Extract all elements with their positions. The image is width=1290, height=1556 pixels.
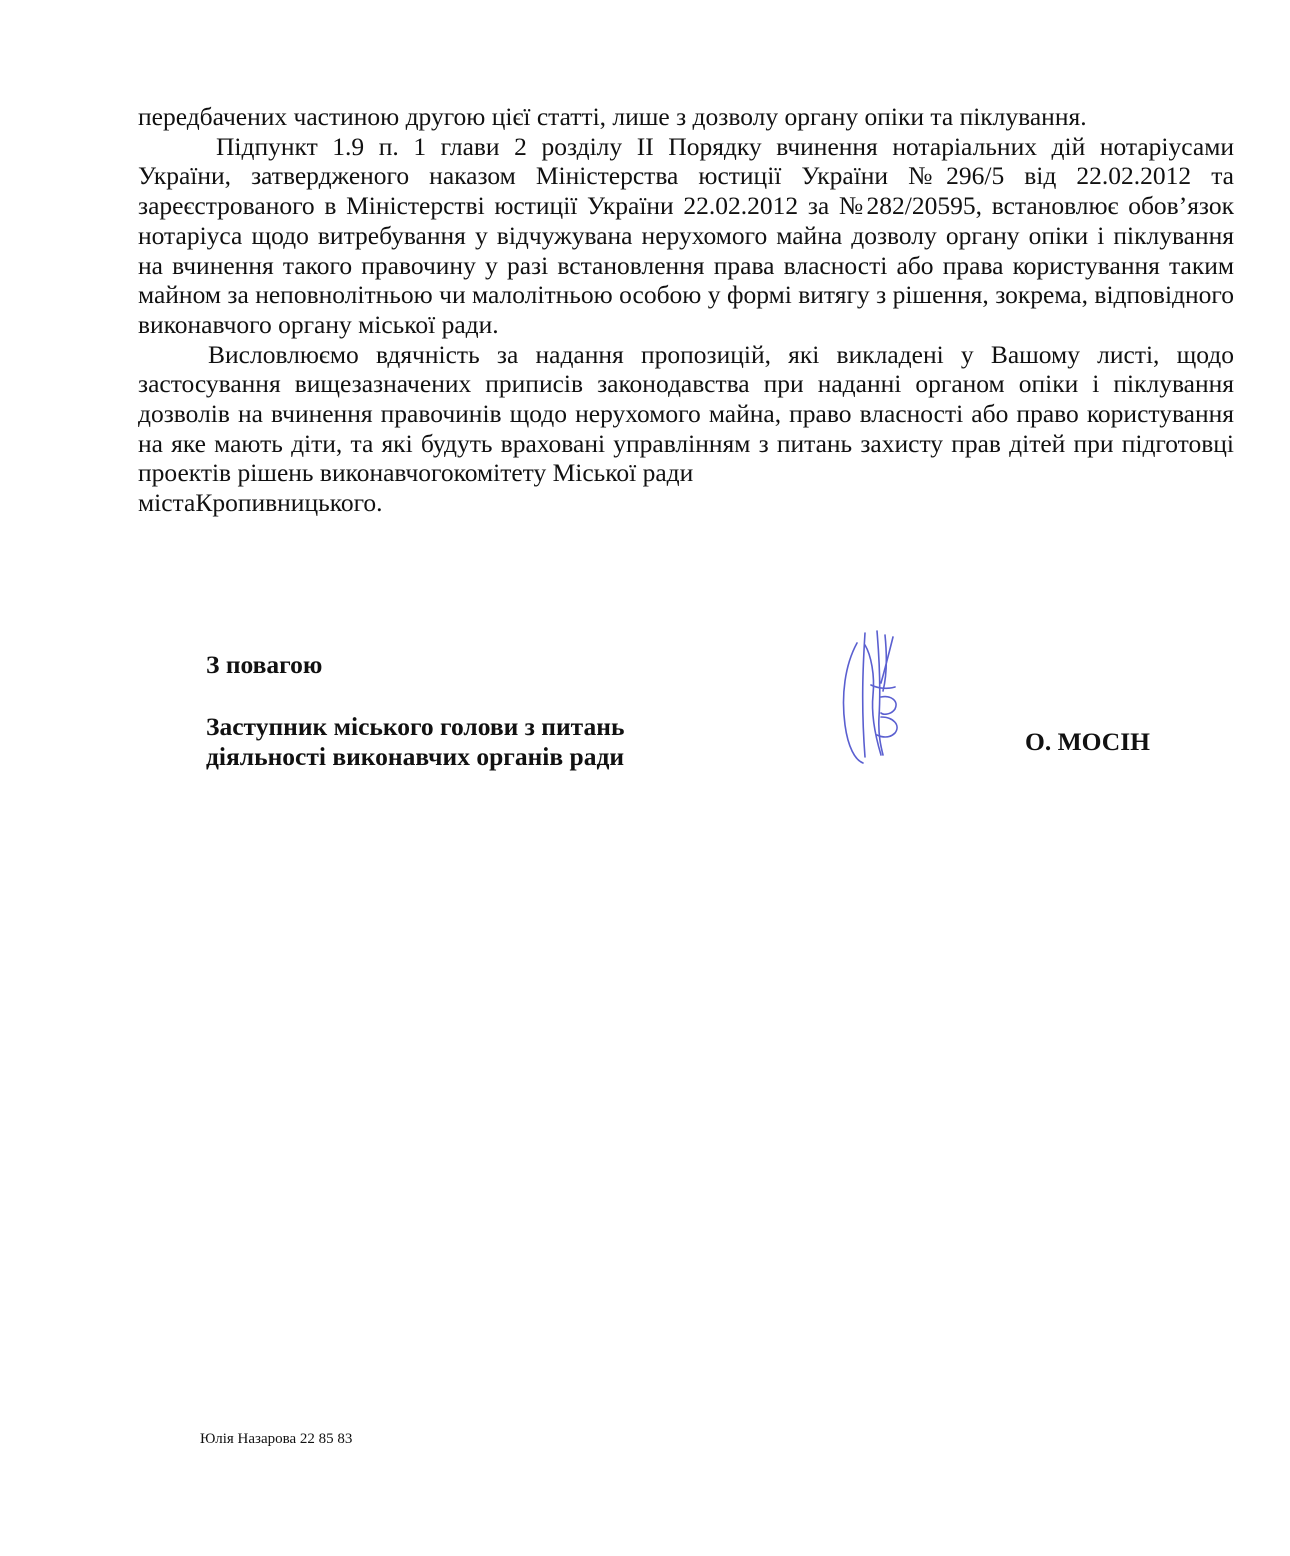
paragraph-gratitude: Висловлюємо вдячність за надання пропозицій, які викладені у Вашому листі, щодо застосування вищезазначених приписів законодавства при наданні органом опіки і піклування дозволів на вчинення правочинів щодо нерухомого майна, право власності або право користування на яке мають діти, та які будуть враховані управлінням з питань захисту прав дітей при підготовці проектів рішень виконавчогокомітету Міської ради [138,339,1234,488]
footer-contact: Юлія Назарова 22 85 83 [200,1431,353,1447]
signer-name: О. МОСІН [1025,727,1150,756]
paragraph-city: містаКропивницького. [138,488,383,518]
paragraph-notary-procedure: Підпункт 1.9 п. 1 глави 2 розділу II Порядку вчинення нотаріальних дій нотаріусами України, затвердженого наказом Міністерства юстиції України №296/5 від 22.02.2012 та зареєстрованого в Міністерстві юстиції України 22.02.2012 за №282/20595, встановлює обов’язок нотаріуса щодо витребування у відчужувана нерухомого майна дозволу органу опіки і піклування на вчинення такого правочину у разі встановлення права власності або права користування таким майном за неповнолітньою чи малолітньою особою у формі витягу з рішення, зокрема, відповідного виконавчого органу міської ради. [138,131,1234,339]
letter-body [138,102,1234,518]
closing-block [206,650,624,772]
signature-stroke [881,697,896,715]
signature-stroke [844,643,864,763]
signature-stroke [863,633,865,757]
signature-stroke [881,637,893,683]
signer-position-line-1: Заступник міського голови з питань [206,712,625,741]
handwritten-signature [835,625,915,770]
signer-position-line-2: діяльності виконавчих органів ради [206,742,625,771]
paragraph-continuation: передбачених частиною другою цієї статті, лише з дозволу органу опіки та піклування. [138,102,1087,131]
closing-regards: З повагою [206,650,323,679]
signature-stroke [871,685,895,688]
